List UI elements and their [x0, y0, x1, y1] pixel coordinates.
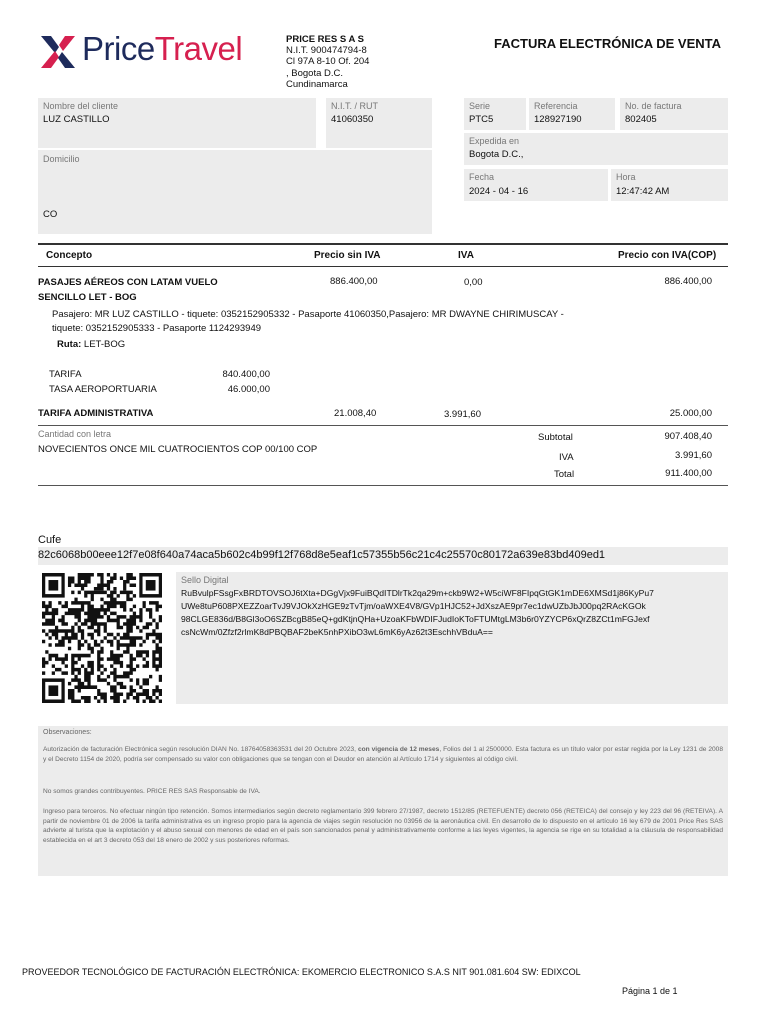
time-label: Hora	[616, 172, 636, 182]
item1-total: 886.400,00	[664, 276, 712, 287]
subtotal-label: Subtotal	[538, 432, 573, 443]
observations-paragraph-3: Ingreso para terceros. No efectuar ningún tipo retención. Somos intermediarios según decreto reglamentario 399 febrero 27/1987, decreto 1512/85 (RETEFUENTE) decreto 056 (RETEICA) del consejo y ley 223 del 96 (RETEIVA). A partir de noviembre 01 de 2006 la tarifa administrativa es un ingreso propio para la agencia de viajes según resolución no 03956 de la aeronáutica civil. En desarrollo de lo dispuesto en el artículo 16 ley 679 de 2001 Price Res SAS advierte al turista que la explotación y el abuso sexual con menores de edad en el país son sancionados penal y administrativamente conforme a las leyes vigentes, la agencia se rige en su totalidad a la cláusula de responsabilidad establecida en el art 3 decreto 053 del 18 enero de 2002 y sus posteriores reformas.	[43, 808, 723, 844]
logo-wordmark: PriceTravel	[82, 30, 243, 67]
item1-passengers-line1: Pasajero: MR LUZ CASTILLO - tiquete: 0352152905332 - Pasaporte 41060350,Pasajero: MR DWAYNE CHIRIMUSCAY -	[52, 309, 564, 320]
client-address-box	[38, 150, 432, 234]
date-value: 2024 - 04 - 16	[469, 186, 529, 197]
invoice-number-box	[620, 98, 728, 130]
obs-text: , Folios del 1 al 2500000. Esta factura es un título valor por estar regida por la Ley 1231 de 2008 y el Decreto 1154 de 2020, podría ser compensado su valor con obligaciones que se tengan con el Deudor en atención al Artículo 1714 y siguientes al código civil.	[43, 746, 723, 763]
client-nit: 41060350	[331, 114, 374, 125]
company-name: PRICE RES S A S	[286, 34, 364, 45]
qr-code-icon	[42, 573, 162, 703]
obs-text: Autorización de facturación Electrónica según resolución DIAN No. 18764058363531 del 20 Octubre 2023,	[43, 746, 358, 753]
client-address-label: Domicilio	[43, 154, 80, 164]
observations-paragraph-1	[43, 745, 723, 764]
tarifa-label: TARIFA	[49, 369, 82, 380]
digital-signature-box	[176, 572, 728, 704]
item1-title-line1: PASAJES AÉREOS CON LATAM VUELO	[38, 277, 218, 288]
item2-price: 21.008,40	[334, 408, 377, 419]
company-city: , Bogota D.C.	[286, 67, 344, 79]
signature-line: UWe8tuP608PXEZZoarTvJ9VJOkXzHGE9zTvTjm/oaWXE4V8/GVp1HJC52+JdXszAE9pr7ec1dwUZbJbJ00pq2RAcKGOk	[181, 601, 646, 611]
client-name-box	[38, 98, 316, 148]
client-name-label: Nombre del cliente	[43, 101, 119, 111]
subtotal-value: 907.408,40	[664, 431, 712, 442]
route-value: LET-BOG	[83, 339, 126, 350]
invoice-ref-box	[529, 98, 615, 130]
document-title: FACTURA ELECTRÓNICA DE VENTA	[494, 36, 722, 51]
ref-label: Referencia	[534, 101, 578, 111]
client-name: LUZ CASTILLO	[43, 114, 110, 125]
item2-title: TARIFA ADMINISTRATIVA	[38, 408, 154, 419]
ref-value: 128927190	[534, 114, 582, 125]
tasa-label: TASA AEROPORTUARIA	[49, 384, 157, 395]
cufe-label: Cufe	[38, 534, 62, 546]
company-block	[286, 34, 369, 90]
company-state: Cundinamarca	[286, 78, 348, 90]
col-concept: Concepto	[46, 250, 93, 261]
cufe-box	[38, 547, 728, 565]
signature-line: RuBvulpFSsgFxBRDTOVSOJ6tXta+DGgVjx9FuiBQdITDlrTk2qa29m+ckb9W2+W5ciWF8FIpqGtGK1mDE6XMSd1j86KyPu7	[181, 588, 654, 598]
col-total: Precio con IVA(COP)	[618, 250, 717, 261]
col-iva: IVA	[458, 250, 474, 261]
observations-box	[38, 726, 728, 876]
issued-label: Expedida en	[469, 136, 520, 146]
number-value: 802405	[625, 114, 657, 125]
item2-iva: 3.991,60	[444, 409, 481, 420]
item1-iva: 0,00	[464, 277, 483, 288]
item2-total: 25.000,00	[669, 408, 712, 419]
totals-top-rule	[38, 425, 728, 426]
route-label: Ruta:	[57, 339, 82, 350]
company-address: Cl 97A 8-10 Of. 204	[286, 56, 370, 68]
item1-title-line2: SENCILLO LET - BOG	[38, 292, 137, 303]
invoice-serie-box	[464, 98, 526, 130]
observations-label: Observaciones:	[43, 729, 92, 736]
date-label: Fecha	[469, 172, 495, 182]
invoice-date-box	[464, 169, 608, 201]
client-nit-label: N.I.T. / RUT	[331, 101, 378, 111]
footer-page-number: Página 1 de 1	[622, 986, 678, 996]
time-value: 12:47:42 AM	[616, 186, 670, 197]
table-top-rule	[38, 243, 728, 245]
serie-value: PTC5	[469, 114, 494, 125]
total-value: 911.400,00	[665, 468, 712, 479]
table-header-rule	[38, 266, 728, 267]
item1-passengers-line2: tiquete: 0352152905333 - Pasaporte 1124293949	[52, 323, 262, 334]
signature-text	[181, 587, 654, 639]
item1-route	[57, 339, 125, 350]
signature-line: 98CLGE836d/B8Gl3oO6SZBcgB85eQ+gdKtjnQHa+UzoaKFbWDIFJudIoKToFTUMtgLM3b6r0YZYCP6xQrZ8ZCt1mFGJexf	[181, 614, 650, 624]
x-mark-logo-icon	[38, 32, 78, 72]
totals-bottom-rule	[38, 485, 728, 486]
iva-total-value: 3.991,60	[675, 450, 712, 461]
cufe-value: 82c6068b00eee12f7e08f640a74aca5b602c4b99f12f768d8e5eaf1c57355b56c21c4c25570c80172a639e83bd409ed1	[38, 549, 606, 561]
qr-code	[42, 573, 162, 703]
total-label: Total	[554, 469, 575, 480]
amount-words: NOVECIENTOS ONCE MIL CUATROCIENTOS COP 00/100 COP	[38, 444, 318, 455]
brand-logo	[38, 30, 278, 74]
tarifa-value: 840.400,00	[222, 369, 270, 380]
company-nit: N.I.T. 900474794-8	[286, 45, 367, 57]
number-label: No. de factura	[625, 101, 682, 111]
signature-line: csNcWm/0Zfzf2rlmK8dPBQBAF2beK5nhPXibO3wL6mK6yAz62t3EschhVBduA==	[181, 627, 493, 637]
invoice-time-box	[611, 169, 728, 201]
tasa-value: 46.000,00	[227, 384, 270, 395]
item1-price: 886.400,00	[330, 276, 378, 287]
amount-words-label: Cantidad con letra	[38, 429, 112, 439]
iva-total-label: IVA	[559, 452, 574, 463]
serie-label: Serie	[469, 101, 491, 111]
footer-provider: PROVEEDOR TECNOLÓGICO DE FACTURACIÓN ELECTRÓNICA: EKOMERCIO ELECTRONICO S.A.S NIT 901.081.604 SW: EDIXCOL	[22, 967, 581, 977]
issued-value: Bogota D.C.,	[469, 149, 524, 160]
observations-paragraph-2: No somos grandes contribuyentes. PRICE RES SAS Responsable de IVA.	[43, 788, 261, 795]
col-price: Precio sin IVA	[314, 250, 381, 261]
client-country: CO	[43, 209, 58, 220]
obs-text-bold: con vigencia de 12 meses	[357, 746, 440, 753]
invoice-issued-box	[464, 133, 728, 165]
signature-label: Sello Digital	[181, 575, 229, 585]
client-nit-box	[326, 98, 432, 148]
